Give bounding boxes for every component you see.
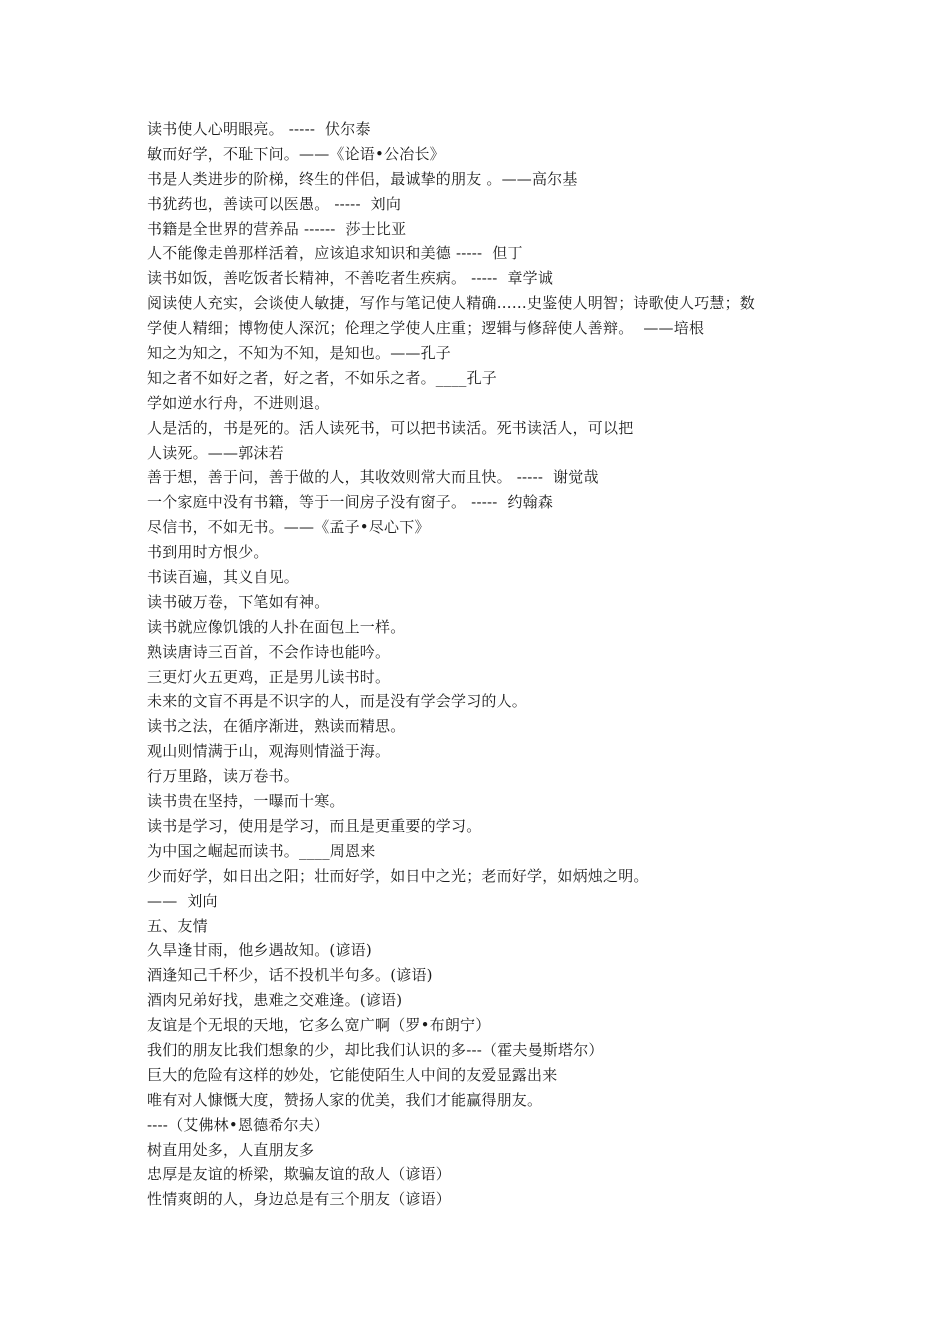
text-line: 唯有对人慷慨大度，赞扬人家的优美，我们才能赢得朋友。 (147, 1090, 543, 1109)
text-line: 书到用时方恨少。 (147, 543, 269, 562)
text-line: 树直用处多，人直朋友多 (147, 1140, 315, 1159)
text-line: 读书就应像饥饿的人扑在面包上一样。 (147, 617, 406, 636)
text-line: 读书如饭，善吃饭者长精神，不善吃者生疾病。 ----- 章学诚 (147, 269, 554, 288)
text-line: 三更灯火五更鸡，正是男儿读书时。 (147, 667, 391, 686)
text-line: 人读死。——郭沫若 (147, 443, 284, 462)
text-line: 巨大的危险有这样的妙处，它能使陌生人中间的友爱显露出来 (147, 1065, 558, 1084)
text-line: 尽信书，不如无书。——《孟子•尽心下》 (147, 518, 430, 537)
text-line: 书籍是全世界的营养品 ------ 莎士比亚 (147, 219, 407, 238)
text-line: 读书贵在坚持，一曝而十寒。 (147, 792, 345, 811)
text-line: 人不能像走兽那样活着，应该追求知识和美德 ----- 但丁 (147, 244, 523, 263)
text-line: 性情爽朗的人，身边总是有三个朋友（谚语） (147, 1190, 452, 1209)
text-line: 忠厚是友谊的桥梁，欺骗友谊的敌人（谚语） (147, 1165, 452, 1184)
text-line: 我们的朋友比我们想象的少，却比我们认识的多---（霍夫曼斯塔尔） (147, 1040, 604, 1059)
text-line: 善于想，善于问，善于做的人，其收效则常大而且快。 ----- 谢觉哉 (147, 468, 599, 487)
text-line: 人是活的，书是死的。活人读死书，可以把书读活。死书读活人，可以把 (147, 418, 634, 437)
text-line: 书是人类进步的阶梯，终生的伴侣，最诚挚的朋友 。——高尔基 (147, 169, 578, 188)
text-line: 未来的文盲不再是不识字的人，而是没有学会学习的人。 (147, 692, 528, 711)
text-line: 知之者不如好之者，好之者，不如乐之者。____孔子 (147, 368, 498, 387)
text-line: 知之为知之，不知为不知，是知也。——孔子 (147, 344, 452, 363)
text-line: 少而好学，如日出之阳；壮而好学，如日中之光；老而好学，如炳烛之明。 (147, 866, 649, 885)
text-line: 为中国之崛起而读书。____周恩来 (147, 841, 376, 860)
text-line: 学如逆水行舟，不进则退。 (147, 393, 330, 412)
text-line: 一个家庭中没有书籍，等于一间房子没有窗子。 ----- 约翰森 (147, 493, 554, 512)
text-line: —— 刘向 (147, 891, 218, 910)
text-line: 观山则情满于山，观海则情溢于海。 (147, 742, 391, 761)
text-line: 读书是学习，使用是学习，而且是更重要的学习。 (147, 816, 482, 835)
text-line: 熟读唐诗三百首，不会作诗也能吟。 (147, 642, 391, 661)
section-heading: 五、友情 (147, 916, 208, 935)
text-line: ----（艾佛林•恩德希尔夫） (147, 1115, 330, 1134)
document-body (147, 117, 847, 1212)
text-line: 读书使人心明眼亮。 ----- 伏尔泰 (147, 120, 371, 138)
text-line: 读书之法，在循序渐进，熟读而精思。 (147, 717, 406, 736)
text-line: 书犹药也，善读可以医愚。 ----- 刘向 (147, 194, 402, 213)
text-line: 久旱逢甘雨，他乡遇故知。(谚语) (147, 941, 372, 960)
text-line: 读书破万卷，下笔如有神。 (147, 592, 330, 611)
text-line: 阅读使人充实，会谈使人敏捷，写作与笔记使人精确……史鉴使人明智；诗歌使人巧慧；数 (147, 294, 756, 313)
text-line: 酒肉兄弟好找，患难之交难逢。(谚语) (147, 991, 403, 1010)
text-line: 行万里路，读万卷书。 (147, 767, 300, 786)
text-line: 酒逢知己千杯少，话不投机半句多。(谚语) (147, 966, 433, 985)
text-line: 友谊是个无垠的天地，它多么宽广啊（罗•布朗宁） (147, 1016, 491, 1035)
text-line: 敏而好学，不耻下问。——《论语•公冶长》 (147, 144, 445, 163)
text-line: 书读百遍，其义自见。 (147, 568, 300, 587)
text-line: 学使人精细；博物使人深沉；伦理之学使人庄重；逻辑与修辞使人善辩。 ——培根 (147, 319, 705, 338)
